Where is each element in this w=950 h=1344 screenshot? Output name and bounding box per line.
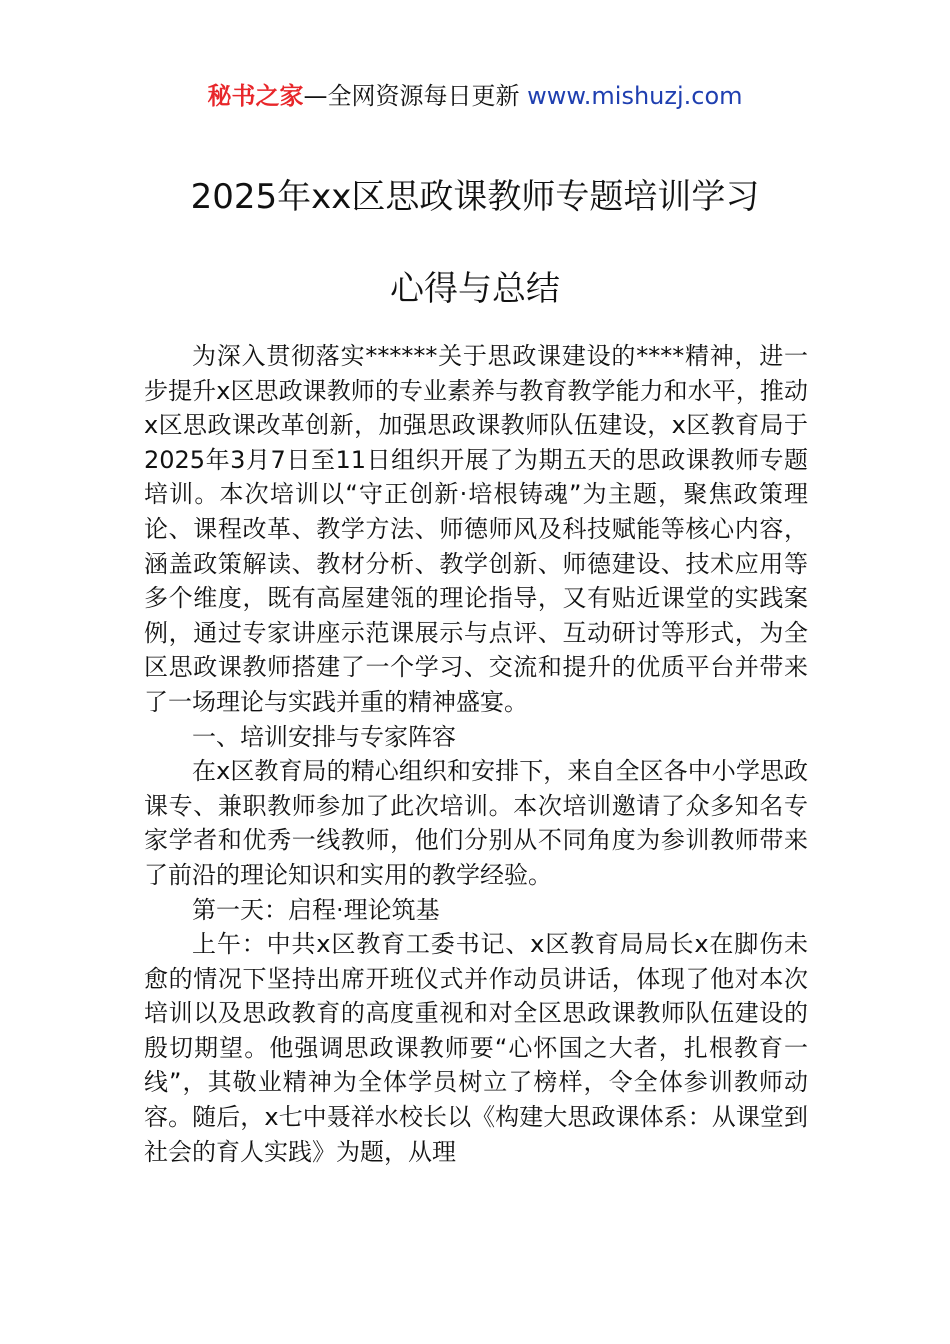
brand-name: 秘书之家	[207, 82, 304, 110]
day-one-heading: 第一天：启程·理论筑基	[192, 895, 440, 924]
title-line-1: 2025年xx区思政课教师专题培训学习	[190, 177, 760, 217]
arrangement-paragraph: 在x区教育局的精心组织和安排下，来自全区各中小学思政课专、兼职教师参加了此次培训。本次培训邀请了众多知名专家学者和优秀一线教师，他们分别从不同角度为参训教师带来了前沿的理论知识和实用的教学经验。	[144, 757, 808, 889]
site-header	[0, 78, 950, 114]
site-url-link[interactable]: www.mishuzj.com	[527, 82, 743, 110]
day-one-morning-paragraph: 上午：中共x区教育工委书记、x区教育局局长x在脚伤未愈的情况下坚持出席开班仪式并作动员讲话，体现了他对本次培训以及思政教育的高度重视和对全区思政课教师队伍建设的殷切期望。他强调思政课教师要“心怀国之大者，扎根教育一线”，其敬业精神为全体学员树立了榜样，令全体参训教师动容。随后，x七中聂祥水校长以《构建大思政课体系：从课堂到社会的育人实践》为题，从理	[144, 930, 808, 1166]
document-body	[144, 339, 808, 1169]
header-tagline: —全网资源每日更新	[303, 82, 528, 110]
section-heading-arrangement: 一、培训安排与专家阵容	[192, 722, 456, 751]
intro-paragraph: 为深入贯彻落实******关于思政课建设的****精神，进一步提升x区思政课教师的专业素养与教育教学能力和水平，推动x区思政课改革创新，加强思政课教师队伍建设，x区教育局于2025年3月7日至11日组织开展了为期五天的思政课教师专题培训。本次培训以“守正创新·培根铸魂”为主题，聚焦政策理论、课程改革、教学方法、师德师风及科技赋能等核心内容，涵盖政策解读、教材分析、教学创新、师德建设、技术应用等多个维度，既有高屋建瓴的理论指导，又有贴近课堂的实践案例，通过专家讲座示范课展示与点评、互动研讨等形式，为全区思政课教师搭建了一个学习、交流和提升的优质平台并带来了一场理论与实践并重的精神盛宴。	[144, 342, 808, 716]
title-line-2: 心得与总结	[390, 269, 560, 309]
document-title	[0, 172, 950, 314]
